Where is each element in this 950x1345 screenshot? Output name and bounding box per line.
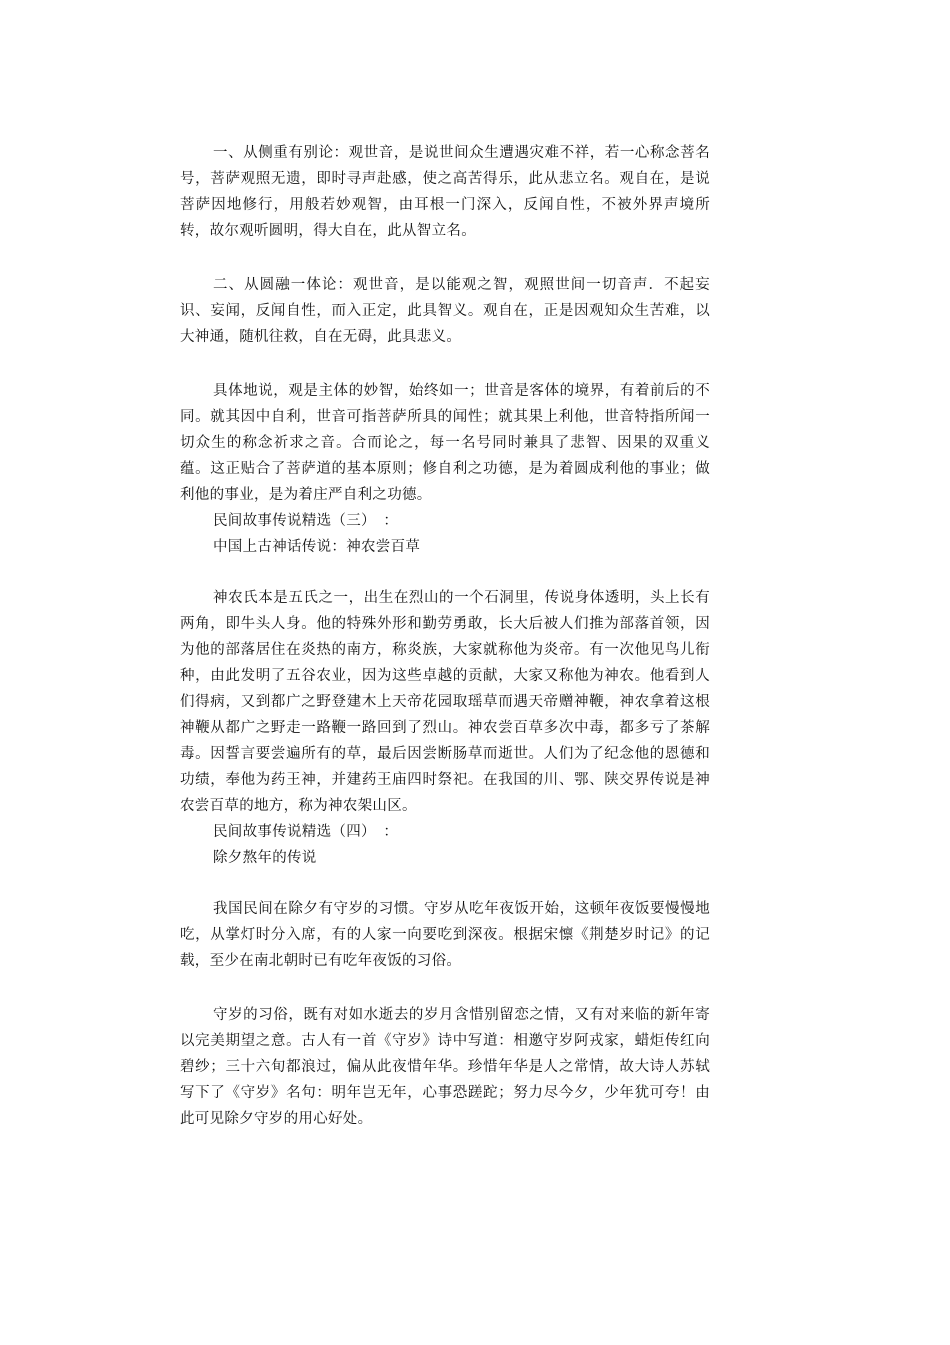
paragraph-shennong: 神农氏本是五氏之一，出生在烈山的一个石洞里，传说身体透明，头上长有两角，即牛头人身。他的特殊外形和勤劳勇敢，长大后被人们推为部落首领，因为他的部落居住在炎热的南方，称炎族，大家就称他为炎帝。有一次他见鸟儿衔种，由此发明了五谷农业，因为这些卓越的贡献，大家又称他为神农。他看到人们得病，又到都广之野登建木上天帝花园取瑶草而遇天帝赠神鞭，神农拿着这根神鞭从都广之野走一路鞭一路回到了烈山。神农尝百草多次中毒，都多亏了茶解毒。因誓言要尝遍所有的草，最后因尝断肠草而逝世。人们为了纪念他的恩德和功绩，奉他为药王神，并建药王庙四时祭祀。在我国的川、鄂、陕交界传说是神农尝百草的地方，称为神农架山区。 <box>180 590 710 814</box>
paragraph-guanyin-unity: 二、从圆融一体论：观世音，是以能观之智，观照世间一切音声．不起妄识、妄闻，反闻自性，而入正定，此具智义。观自在，正是因观知众生苦难，以大神通，随机往救，自在无碍，此具悲义。 <box>180 277 710 345</box>
section-heading-three: 民间故事传说精选（三） ： <box>213 513 399 529</box>
paragraph-new-year-dinner: 我国民间在除夕有守岁的习惯。守岁从吃年夜饭开始，这顿年夜饭要慢慢地吃，从掌灯时分入席，有的人家一向要吃到深夜。根据宋懔《荆楚岁时记》的记载，至少在南北朝时已有吃年夜饭的习俗。 <box>180 901 710 969</box>
story-title-new-year-eve: 除夕熬年的传说 <box>213 850 317 866</box>
paragraph-guanyin-distinction: 一、从侧重有别论：观世音，是说世间众生遭遇灾难不祥，若一心称念菩名号，菩萨观照无遗，即时寻声赴感，使之高苦得乐，此从悲立名。观自在，是说菩萨因地修行，用般若妙观智，由耳根一门深入，反闻自性，不被外界声境所转，故尔观听圆明，得大自在，此从智立名。 <box>180 145 710 239</box>
paragraph-shousui: 守岁的习俗，既有对如水逝去的岁月含惜别留恋之情，又有对来临的新年寄以完美期望之意。古人有一首《守岁》诗中写道：相邀守岁阿戎家，蜡炬传红向碧纱；三十六旬都浪过，偏从此夜惜年华。珍惜年华是人之常情，故大诗人苏轼写下了《守岁》名句：明年岂无年，心事恐蹉跎；努力尽今夕，少年犹可夸！由此可见除夕守岁的用心好处。 <box>180 1007 710 1127</box>
document-page <box>180 140 710 1132</box>
section-heading-four: 民间故事传说精选（四） ： <box>213 824 399 840</box>
story-title-shennong: 中国上古神话传说：神农尝百草 <box>213 539 421 555</box>
paragraph-guanyin-detail: 具体地说，观是主体的妙智，始终如一；世音是客体的境界，有着前后的不同。就其因中自利，世音可指菩萨所具的闻性；就其果上利他，世音特指所闻一切众生的称念祈求之音。合而论之，每一名号同时兼具了悲智、因果的双重义蕴。这正贴合了菩萨道的基本原则；修自利之功德，是为着圆成利他的事业；做利他的事业，是为着庄严自利之功德。 <box>180 383 710 503</box>
